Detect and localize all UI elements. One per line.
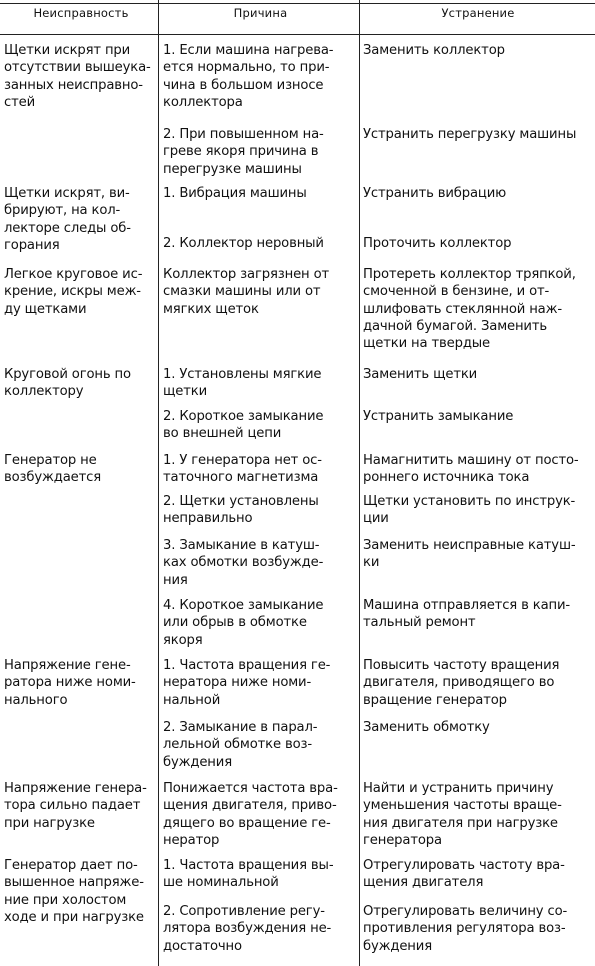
cell-line: ках обмотки возбужде- xyxy=(163,555,324,571)
cell-line: Устранить вибрацию xyxy=(363,186,507,201)
cell-line: 2. Щетки установлены xyxy=(163,494,319,509)
cell-line: Заменить коллектор xyxy=(363,43,505,58)
header-fault: Неисправность xyxy=(33,6,129,20)
cell-line: 1. Частота вращения вы- xyxy=(163,858,334,873)
cell-line: крение, искры меж- xyxy=(4,284,141,300)
cause-cell xyxy=(163,42,358,111)
cell-line: коллектору xyxy=(4,384,84,400)
cell-line: 2. Замыкание в парал- xyxy=(163,720,318,735)
fault-cell xyxy=(4,857,158,926)
cell-line: достаточно xyxy=(163,938,242,954)
cell-line: вышенное напряже- xyxy=(4,875,144,891)
cell-line: горания xyxy=(4,237,60,253)
cell-line: буждения xyxy=(163,754,232,770)
cell-line: ется нормально, то при- xyxy=(163,60,330,76)
cell-line: чина в большом износе xyxy=(163,77,324,93)
fix-cell xyxy=(363,126,593,143)
column-divider-1 xyxy=(158,0,159,966)
cell-line: ния xyxy=(163,572,188,588)
cell-line: 1. Установлены мягкие xyxy=(163,367,322,382)
cell-line: буждения xyxy=(363,938,432,954)
cell-line: Легкое круговое ис- xyxy=(4,267,143,282)
fix-cell xyxy=(363,408,593,425)
cell-line: брируют, на кол- xyxy=(4,203,121,219)
fault-cell xyxy=(4,42,158,111)
cell-line: нератор xyxy=(163,832,220,848)
cell-line: Щетки установить по инструк- xyxy=(363,494,576,509)
cell-line: Отрегулировать величину со- xyxy=(363,904,568,919)
cell-line: ходе и при нагрузке xyxy=(4,909,144,925)
cell-line: отсутствии вышеука- xyxy=(4,60,151,76)
cell-line: вращение генератор xyxy=(363,692,507,708)
cause-cell xyxy=(163,903,358,955)
table-top-border xyxy=(0,3,595,4)
cell-line: Щетки искрят, ви- xyxy=(4,186,130,201)
cause-cell xyxy=(163,780,358,849)
cell-line: смоченной в бензине, и от- xyxy=(363,284,550,300)
cause-cell xyxy=(163,366,358,401)
cell-line: лекторе следы об- xyxy=(4,220,131,236)
cell-line: 2. Сопротивление регу- xyxy=(163,904,325,919)
cell-line: 2. Коллектор неровный xyxy=(163,236,324,251)
cell-line: ше номинальной xyxy=(163,875,279,891)
fix-cell xyxy=(363,493,593,528)
cell-line: тальный ремонт xyxy=(363,615,476,631)
cell-line: мягких щеток xyxy=(163,301,259,317)
cell-line: 1. Если машина нагрева- xyxy=(163,43,334,58)
cause-cell xyxy=(163,857,358,892)
cell-line: Протереть коллектор тряпкой, xyxy=(363,267,576,282)
cell-line: таточного магнетизма xyxy=(163,470,319,486)
fault-cell xyxy=(4,452,158,487)
cell-line: Коллектор загрязнен от xyxy=(163,267,330,282)
cell-line: дачной бумагой. Заменить xyxy=(363,318,548,334)
fix-cell xyxy=(363,903,593,955)
fix-cell xyxy=(363,719,593,736)
cause-cell xyxy=(163,493,358,528)
cell-line: Круговой огонь по xyxy=(4,367,131,382)
cell-line: при нагрузке xyxy=(4,815,95,831)
cell-line: 2. При повышенном на- xyxy=(163,127,324,142)
cell-line: роннего источника тока xyxy=(363,470,530,486)
fix-cell xyxy=(363,366,593,383)
cell-line: двигателя, приводящего во xyxy=(363,675,555,691)
cell-line: щетки на твердые xyxy=(363,336,491,352)
cell-line: перегрузке машины xyxy=(163,161,302,177)
cell-line: щетки xyxy=(163,384,208,400)
fault-cell xyxy=(4,266,158,318)
cause-cell xyxy=(163,657,358,709)
fix-cell xyxy=(363,657,593,709)
fix-cell xyxy=(363,42,593,59)
cell-line: нальной xyxy=(163,692,221,708)
cell-line: щения двигателя xyxy=(363,875,484,891)
cell-line: или обрыв в обмотке xyxy=(163,615,307,631)
cell-line: Напряжение генера- xyxy=(4,781,147,796)
fix-cell xyxy=(363,235,593,252)
fault-cell xyxy=(4,366,158,401)
cell-line: ния двигателя при нагрузке xyxy=(363,815,558,831)
header-cause: Причина xyxy=(233,6,288,20)
cell-line: щения двигателя, приво- xyxy=(163,798,337,814)
cell-line: лельной обмотке воз- xyxy=(163,737,312,753)
cell-line: Понижается частота вра- xyxy=(163,781,338,796)
cell-line: Генератор дает по- xyxy=(4,858,138,873)
cause-cell xyxy=(163,266,358,318)
fault-cell xyxy=(4,780,158,832)
fix-cell xyxy=(363,597,593,632)
cell-line: Повысить частоту вращения xyxy=(363,658,560,673)
cell-line: 1. У генератора нет ос- xyxy=(163,453,322,468)
cell-line: Щетки искрят при xyxy=(4,43,131,58)
cause-cell xyxy=(163,452,358,487)
cell-line: Заменить неисправные катуш- xyxy=(363,538,576,553)
cause-cell xyxy=(163,235,358,252)
cell-line: 1. Вибрация машины xyxy=(163,186,307,201)
cell-line: ции xyxy=(363,511,389,527)
cell-line: Заменить обмотку xyxy=(363,720,490,735)
cell-line: ние при холостом xyxy=(4,892,127,908)
cell-line: нератора ниже номи- xyxy=(163,675,312,691)
cell-line: ду щетками xyxy=(4,301,87,317)
fix-cell xyxy=(363,185,593,202)
cell-line: нального xyxy=(4,692,68,708)
cell-line: Генератор не xyxy=(4,453,97,468)
cell-line: стей xyxy=(4,94,36,110)
fault-cell xyxy=(4,185,158,254)
fix-cell xyxy=(363,452,593,487)
cell-line: генератора xyxy=(363,832,442,848)
cell-line: возбуждается xyxy=(4,470,102,486)
cause-cell xyxy=(163,126,358,178)
cell-line: ратора ниже номи- xyxy=(4,675,136,691)
cell-line: Проточить коллектор xyxy=(363,236,512,251)
cell-line: 3. Замыкание в катуш- xyxy=(163,538,320,553)
cell-line: греве якоря причина в xyxy=(163,144,319,160)
cell-line: Напряжение гене- xyxy=(4,658,131,673)
cell-line: уменьшения частоты враще- xyxy=(363,798,562,814)
cell-line: занных неисправно- xyxy=(4,77,143,93)
fix-cell xyxy=(363,780,593,849)
fix-cell xyxy=(363,857,593,892)
fix-cell xyxy=(363,266,593,352)
cell-line: во внешней цепи xyxy=(163,426,282,442)
cell-line: Намагнитить машину от посто- xyxy=(363,453,579,468)
cell-line: шлифовать стеклянной наж- xyxy=(363,301,562,317)
cause-cell xyxy=(163,719,358,771)
header-fix: Устранение xyxy=(441,6,515,20)
cause-cell xyxy=(163,408,358,443)
cell-line: якоря xyxy=(163,632,203,648)
cell-line: дящего во вращение ге- xyxy=(163,815,331,831)
cell-line: ки xyxy=(363,555,380,571)
cell-line: Устранить замыкание xyxy=(363,409,514,424)
column-divider-2 xyxy=(359,0,360,966)
fix-cell xyxy=(363,537,593,572)
cell-line: противления регулятора воз- xyxy=(363,921,566,937)
cell-line: смазки машины или от xyxy=(163,284,321,300)
cell-line: Заменить щетки xyxy=(363,367,478,382)
cause-cell xyxy=(163,185,358,202)
cell-line: Отрегулировать частоту вра- xyxy=(363,858,565,873)
cell-line: Устранить перегрузку машины xyxy=(363,127,577,142)
cell-line: коллектора xyxy=(163,94,243,110)
cause-cell xyxy=(163,537,358,589)
cause-cell xyxy=(163,597,358,649)
cell-line: неправильно xyxy=(163,511,253,527)
cell-line: 4. Короткое замыкание xyxy=(163,598,324,613)
cell-line: тора сильно падает xyxy=(4,798,141,814)
table-header-divider xyxy=(0,34,595,35)
cell-line: 1. Частота вращения ге- xyxy=(163,658,331,673)
cell-line: Найти и устранить причину xyxy=(363,781,554,796)
cell-line: лятора возбуждения не- xyxy=(163,921,332,937)
fault-cell xyxy=(4,657,158,709)
cell-line: 2. Короткое замыкание xyxy=(163,409,324,424)
cell-line: Машина отправляется в капи- xyxy=(363,598,571,613)
